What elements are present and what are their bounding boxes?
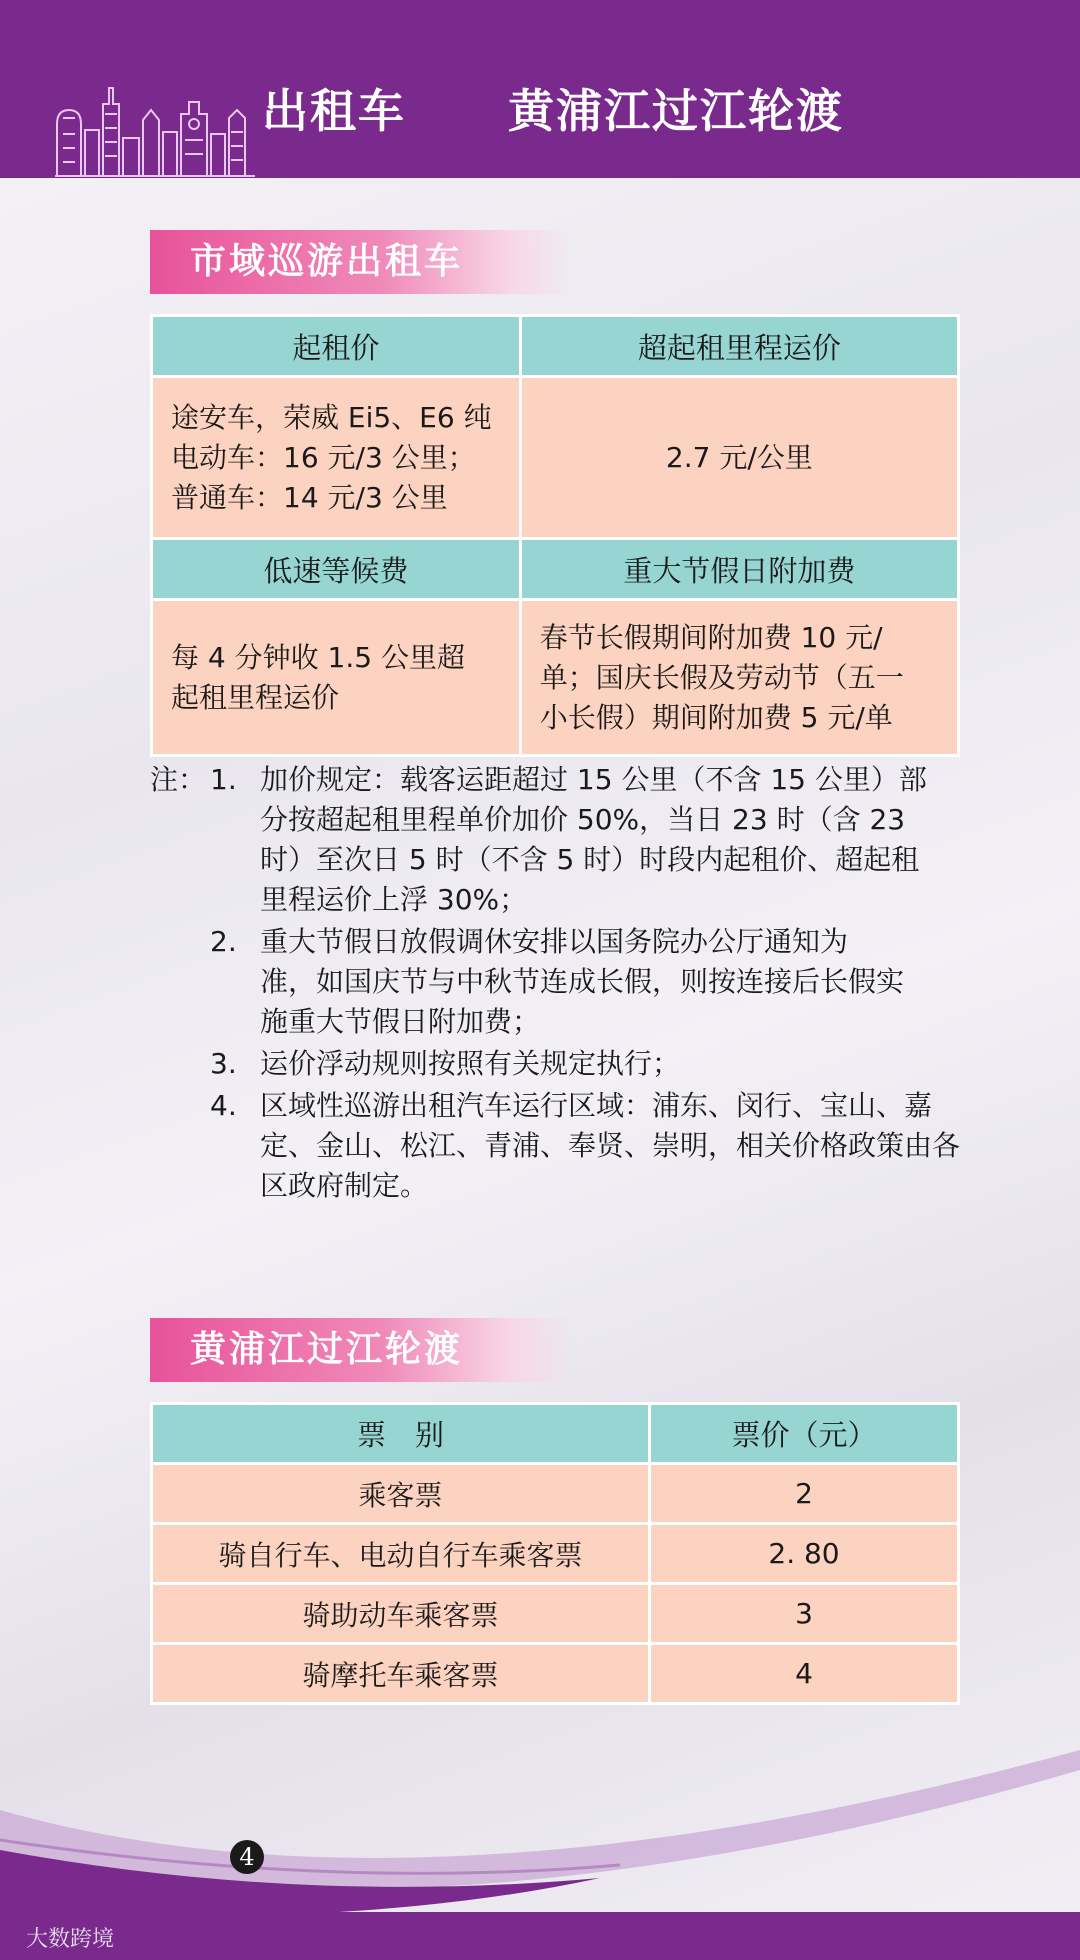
ticket-price: 3 [650,1584,959,1644]
note-number: 4. [210,1089,237,1122]
ticket-price: 2. 80 [650,1524,959,1584]
ticket-price: 2 [650,1464,959,1524]
decorative-swoosh [0,1700,1080,1912]
text-line: 途安车，荣威 Ei5、E6 纯 [171,400,492,434]
text-line: 里程运价上浮 30%； [260,883,528,916]
cell-per-km-fare: 2.7 元/公里 [520,377,958,539]
text-line: 施重大节假日附加费； [260,1005,541,1038]
ferry-fare-table [150,1402,960,1705]
text-line: 分按超起租里程单价加价 50%，当日 23 时（含 23 [260,803,906,836]
text-line: 电动车：16 元/3 公里； [171,440,476,474]
text-line: 时）至次日 5 时（不含 5 时）时段内起租价、超起租 [260,843,920,876]
table-row [152,1584,959,1644]
note-number: 1. [210,763,237,796]
watermark-logo: 大数跨境 [26,1927,115,1952]
text-line: 区政府制定。 [260,1169,429,1202]
header-title-taxi: 出租车 [262,84,406,138]
text-line: 每 4 分钟收 1.5 公里超 [171,640,465,674]
ticket-price: 4 [650,1644,959,1704]
page-number: 4 [230,1840,264,1874]
section-title-taxi: 市域巡游出租车 [150,230,572,294]
text-line: 重大节假日放假调休安排以国务院办公厅通知为 [260,925,849,958]
cell-holiday-surcharge [520,600,958,756]
note-item [150,1086,970,1206]
ticket-type: 骑自行车、电动自行车乘客票 [152,1524,650,1584]
text-line: 运价浮动规则按照有关规定执行； [260,1047,681,1080]
table-row [152,1524,959,1584]
header-ticket-type: 票 别 [152,1404,650,1464]
ticket-type: 骑摩托车乘客票 [152,1644,650,1704]
cell-start-fare [152,377,521,539]
text-line: 单；国庆长假及劳动节（五一 [539,660,904,694]
text-line: 小长假）期间附加费 5 元/单 [539,700,893,734]
note-number: 3. [210,1047,237,1080]
header-banner [0,0,1080,178]
table-row [152,1464,959,1524]
taxi-fare-table [150,314,960,757]
text-line: 加价规定：载客运距超过 15 公里（不含 15 公里）部 [260,763,927,796]
text-line: 区域性巡游出租汽车运行区域：浦东、闵行、宝山、嘉 [260,1089,933,1122]
header-ticket-price: 票价（元） [650,1404,959,1464]
note-item [150,922,970,1042]
cell-waiting-fee [152,600,521,756]
header-title-ferry: 黄浦江过江轮渡 [508,84,844,138]
text-line: 定、金山、松江、青浦、奉贤、崇明，相关价格政策由各 [260,1129,961,1162]
note-item [150,1044,970,1084]
header-waiting-fee: 低速等候费 [152,539,521,600]
ticket-type: 骑助动车乘客票 [152,1584,650,1644]
section-title-ferry: 黄浦江过江轮渡 [150,1318,572,1382]
fare-notes [150,760,970,1208]
notes-lead: 注： [150,763,207,796]
note-number: 2. [210,925,237,958]
text-line: 准，如国庆节与中秋节连成长假，则按连接后长假实 [260,965,905,998]
text-line: 普通车：14 元/3 公里 [171,480,448,514]
city-skyline-icon [55,84,255,178]
table-row [152,1644,959,1704]
ticket-type: 乘客票 [152,1464,650,1524]
header-start-fare: 起租价 [152,316,521,377]
header-holiday-surcharge: 重大节假日附加费 [520,539,958,600]
header-per-km-fare: 超起租里程运价 [520,316,958,377]
footer-bar [0,1912,1080,1960]
note-item [150,760,970,920]
text-line: 春节长假期间附加费 10 元/ [539,620,883,654]
text-line: 起租里程运价 [171,680,340,714]
